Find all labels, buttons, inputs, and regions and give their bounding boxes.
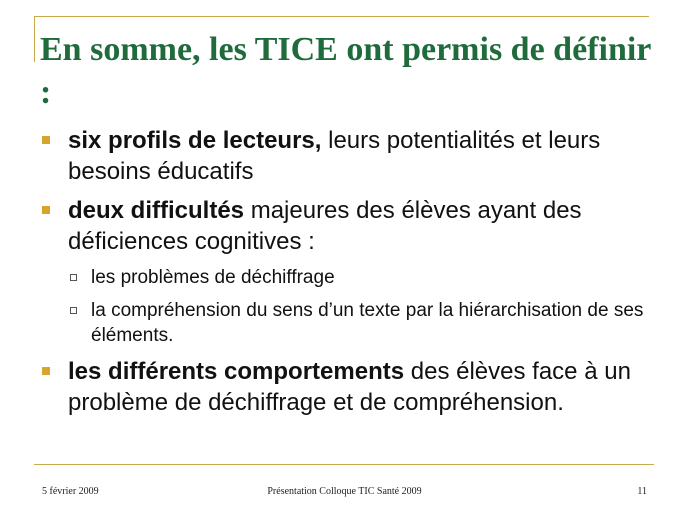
sub-bullet-item xyxy=(68,298,655,348)
sub-bullet-text: la compréhension du sens d’un texte par la hiérarchisation de ses éléments. xyxy=(91,300,644,346)
slide-title: En somme, les TICE ont permis de définir : xyxy=(40,31,651,111)
sub-bullet-list xyxy=(68,265,655,348)
bullet-text: des élèves face à un problème de déchiffrage et de compréhension. xyxy=(68,358,631,416)
hollow-square-bullet-icon xyxy=(70,307,77,314)
bullet-item-behaviours xyxy=(40,356,655,418)
sub-bullet-item xyxy=(68,265,655,290)
footer-date: 5 février 2009 xyxy=(42,486,99,497)
bullet-item-profiles xyxy=(40,125,655,187)
footer-title: Présentation Colloque TIC Santé 2009 xyxy=(267,486,422,497)
left-accent-rule xyxy=(34,16,35,62)
bottom-rule xyxy=(34,464,654,465)
bullet-text: leurs potentialités et leurs besoins éducatifs xyxy=(68,127,601,185)
square-bullet-icon xyxy=(42,136,50,144)
bullet-item-difficulties xyxy=(40,195,655,348)
top-rule xyxy=(34,16,649,17)
bullet-bold-text: les différents comportements xyxy=(68,358,405,385)
square-bullet-icon xyxy=(42,206,50,214)
bullet-bold-text: deux difficultés xyxy=(68,197,245,224)
bullet-text: majeures des élèves ayant des déficiences cognitives : xyxy=(68,197,582,255)
page-number: 11 xyxy=(637,486,647,497)
square-bullet-icon xyxy=(42,367,50,375)
bullet-list xyxy=(40,125,655,426)
sub-bullet-text: les problèmes de déchiffrage xyxy=(91,267,335,288)
bullet-bold-text: six profils de lecteurs, xyxy=(68,127,322,154)
hollow-square-bullet-icon xyxy=(70,274,77,281)
